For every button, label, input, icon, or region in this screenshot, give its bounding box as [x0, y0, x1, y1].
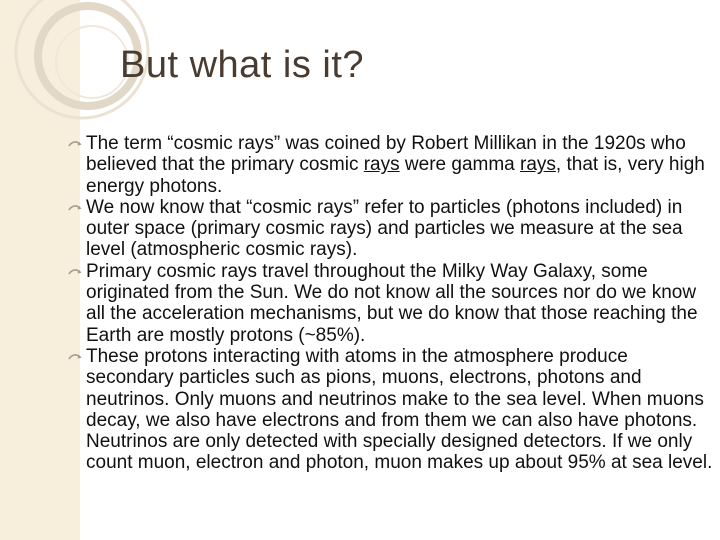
bullet-item: [66, 133, 716, 197]
bullet-item: [66, 261, 716, 346]
curved-arrow-bullet-icon: [68, 353, 83, 361]
bullet-text: Primary cosmic rays travel throughout the Milky Way Galaxy, some originated from the Sun. We do not know all the sources nor do we know all the acceleration mechanisms, but we do know that those reaching the Earth are mostly protons (~85%).: [86, 260, 698, 346]
bullet-text: The term “cosmic rays” was coined by Robert Millikan in the 1920s who believed that the primary cosmic: [86, 133, 686, 176]
curved-arrow-bullet-icon: [68, 140, 83, 148]
slide-title: But what is it?: [120, 44, 365, 86]
bullet-text: We now know that “cosmic rays” refer to particles (photons included) in outer space (primary cosmic rays) and particles we measure at the sea level (atmospheric cosmic rays).: [86, 196, 683, 261]
underlined-text: rays: [520, 154, 556, 176]
bullet-text: , that is, very high energy photons.: [86, 154, 705, 197]
curved-arrow-bullet-icon: [68, 268, 83, 276]
curved-arrow-bullet-icon: [68, 204, 83, 212]
bullet-list: [66, 133, 716, 474]
bullet-item: [66, 346, 716, 474]
bullet-text: were gamma: [399, 154, 521, 176]
bullet-item: [66, 197, 716, 261]
bullet-text: These protons interacting with atoms in the atmosphere produce secondary particles such as pions, muons, electrons, photons and neutrinos. Only muons and neutrinos make to the sea level. When muons decay, we also have electrons and from them we can also have photons. Neutrinos are only detected with specially designed detectors. If we only count muon, electron and photon, muon makes up about 95% at sea level.: [86, 345, 713, 474]
underlined-text: rays: [363, 154, 400, 176]
